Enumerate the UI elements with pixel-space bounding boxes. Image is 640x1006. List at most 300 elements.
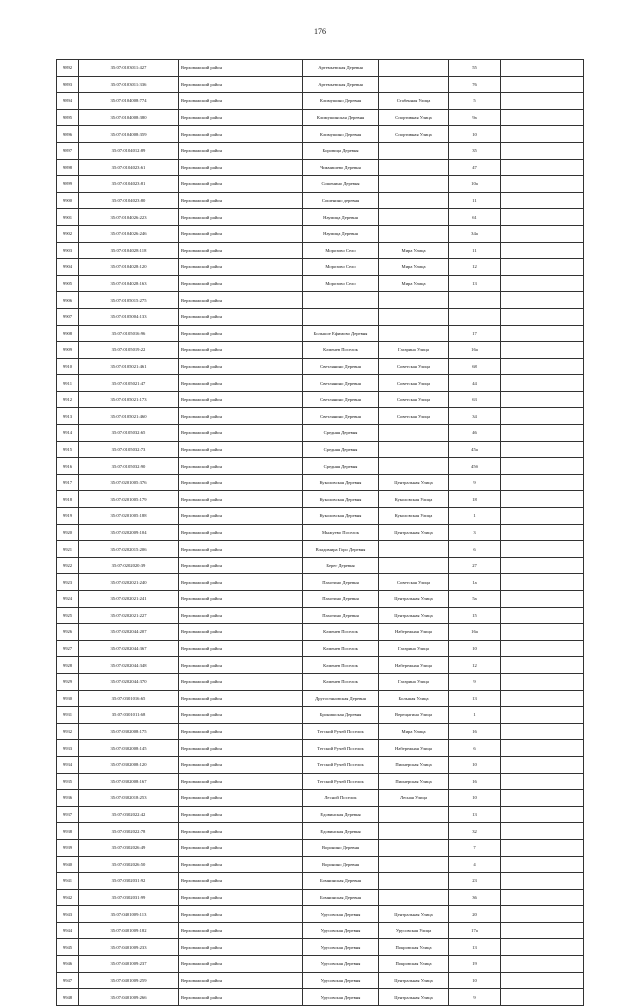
- district-cell: Верховажский район: [179, 159, 303, 176]
- table-row: [57, 259, 584, 276]
- table-row: [57, 142, 584, 159]
- row-number-cell: 9907: [57, 308, 79, 325]
- row-number-cell: 9918: [57, 491, 79, 508]
- street-cell: Центральная Улица: [379, 524, 449, 541]
- row-number-cell: 9930: [57, 690, 79, 707]
- table-row: [57, 790, 584, 807]
- district-cell: Верховажский район: [179, 76, 303, 93]
- district-cell: Верховажский район: [179, 690, 303, 707]
- table-row: [57, 939, 584, 956]
- blank-cell: [501, 242, 584, 259]
- street-cell: Советская Улица: [379, 358, 449, 375]
- district-cell: Верховажский район: [179, 723, 303, 740]
- street-cell: Советская Улица: [379, 574, 449, 591]
- cadastral-number-cell: 35:07:0104026:246: [79, 225, 179, 242]
- house-number-cell: 11: [449, 192, 501, 209]
- street-cell: Центральная Улица: [379, 474, 449, 491]
- row-number-cell: 9914: [57, 425, 79, 442]
- street-cell: Центральная Улица: [379, 607, 449, 624]
- district-cell: Верховажский район: [179, 325, 303, 342]
- row-number-cell: 9926: [57, 624, 79, 641]
- blank-cell: [501, 109, 584, 126]
- table-row: [57, 209, 584, 226]
- cadastral-number-cell: 35:07:0302026:49: [79, 839, 179, 856]
- table-row: [57, 491, 584, 508]
- house-number-cell: 20: [449, 906, 501, 923]
- house-number-cell: 10а: [449, 176, 501, 193]
- locality-cell: Большое Ефимово Деревня: [303, 325, 379, 342]
- house-number-cell: 34: [449, 408, 501, 425]
- district-cell: Верховажский район: [179, 342, 303, 359]
- house-number-cell: 27: [449, 557, 501, 574]
- table-row: [57, 126, 584, 143]
- table-row: [57, 176, 584, 193]
- table-row: [57, 408, 584, 425]
- row-number-cell: 9905: [57, 275, 79, 292]
- table-row: [57, 989, 584, 1006]
- blank-cell: [501, 591, 584, 608]
- locality-cell: Клменев Поселок: [303, 657, 379, 674]
- cadastral-number-cell: 35:07:0302031:92: [79, 873, 179, 890]
- cadastral-number-cell: 35:07:0201005:188: [79, 508, 179, 525]
- locality-cell: Светлянино Деревня: [303, 375, 379, 392]
- cadastral-number-cell: 35:07:0202009:104: [79, 524, 179, 541]
- cadastral-number-cell: 35:07:0302022:42: [79, 806, 179, 823]
- table-row: [57, 607, 584, 624]
- table-row: [57, 906, 584, 923]
- blank-cell: [501, 126, 584, 143]
- district-cell: Верховажский район: [179, 358, 303, 375]
- house-number-cell: 15: [449, 607, 501, 624]
- street-cell: Верещагина Улица: [379, 707, 449, 724]
- house-number-cell: [449, 292, 501, 309]
- house-number-cell: 5: [449, 93, 501, 110]
- district-cell: Верховажский район: [179, 292, 303, 309]
- locality-cell: [303, 308, 379, 325]
- street-cell: Советская Улица: [379, 408, 449, 425]
- row-number-cell: 9906: [57, 292, 79, 309]
- locality-cell: Артемьевская Деревня: [303, 76, 379, 93]
- blank-cell: [501, 922, 584, 939]
- cadastral-number-cell: 35:07:0202044:370: [79, 673, 179, 690]
- locality-cell: Наумица Деревня: [303, 225, 379, 242]
- blank-cell: [501, 823, 584, 840]
- cadastral-number-cell: 35:07:0202044:367: [79, 640, 179, 657]
- table-row: [57, 441, 584, 458]
- row-number-cell: 9948: [57, 989, 79, 1006]
- table-row: [57, 474, 584, 491]
- table-row: [57, 93, 584, 110]
- cadastral-number-cell: 35:07:0302008:120: [79, 756, 179, 773]
- cadastral-number-cell: 35:07:0105015:275: [79, 292, 179, 309]
- district-cell: Верховажский район: [179, 707, 303, 724]
- street-cell: [379, 458, 449, 475]
- locality-cell: Светлянино Деревня: [303, 408, 379, 425]
- district-cell: Верховажский район: [179, 474, 303, 491]
- street-cell: [379, 557, 449, 574]
- locality-cell: Тегский Ручей Поселок: [303, 740, 379, 757]
- cadastral-number-cell: 35:07:0302022:78: [79, 823, 179, 840]
- house-number-cell: 9: [449, 989, 501, 1006]
- district-cell: Верховажский район: [179, 275, 303, 292]
- cadastral-number-cell: 35:07:0105032:65: [79, 425, 179, 442]
- blank-cell: [501, 873, 584, 890]
- district-cell: Верховажский район: [179, 574, 303, 591]
- row-number-cell: 9917: [57, 474, 79, 491]
- cadastral-number-cell: 35:07:0104012:89: [79, 142, 179, 159]
- blank-cell: [501, 292, 584, 309]
- street-cell: [379, 856, 449, 873]
- row-number-cell: 9895: [57, 109, 79, 126]
- street-cell: Спортивная Улица: [379, 126, 449, 143]
- house-number-cell: 10: [449, 756, 501, 773]
- street-cell: [379, 823, 449, 840]
- street-cell: [379, 806, 449, 823]
- street-cell: [379, 142, 449, 159]
- row-number-cell: 9903: [57, 242, 79, 259]
- row-number-cell: 9943: [57, 906, 79, 923]
- street-cell: Набережная Улица: [379, 624, 449, 641]
- cadastral-number-cell: 35:07:0104008:774: [79, 93, 179, 110]
- district-cell: Верховажский район: [179, 441, 303, 458]
- street-cell: Мира Улица: [379, 275, 449, 292]
- cadastral-number-cell: 35:07:0105021:460: [79, 408, 179, 425]
- page-number: 176: [314, 27, 326, 36]
- district-cell: Верховажский район: [179, 989, 303, 1006]
- street-cell: [379, 176, 449, 193]
- district-cell: Верховажский район: [179, 242, 303, 259]
- house-number-cell: 46: [449, 425, 501, 442]
- locality-cell: Пахотино Деревня: [303, 591, 379, 608]
- district-cell: Верховажский район: [179, 956, 303, 973]
- row-number-cell: 9897: [57, 142, 79, 159]
- row-number-cell: 9944: [57, 922, 79, 939]
- blank-cell: [501, 408, 584, 425]
- house-number-cell: 6: [449, 541, 501, 558]
- house-number-cell: 6: [449, 740, 501, 757]
- house-number-cell: 44: [449, 375, 501, 392]
- cadastral-number-cell: 35:07:0202020:39: [79, 557, 179, 574]
- locality-cell: Воронино Деревня: [303, 856, 379, 873]
- table-row: [57, 524, 584, 541]
- cadastral-number-cell: 35:07:0202021:240: [79, 574, 179, 591]
- table-row: [57, 391, 584, 408]
- cadastral-number-cell: 35:07:0104023:61: [79, 159, 179, 176]
- cadastral-number-cell: 35:07:0401009:266: [79, 989, 179, 1006]
- locality-cell: Сошенино деревня: [303, 192, 379, 209]
- row-number-cell: 9908: [57, 325, 79, 342]
- street-cell: Гагарина Улица: [379, 640, 449, 657]
- cadastral-number-cell: 35:07:0104008:380: [79, 109, 179, 126]
- row-number-cell: 9927: [57, 640, 79, 657]
- locality-cell: Тегский Ручей Поселок: [303, 723, 379, 740]
- locality-cell: Урусовская Деревня: [303, 906, 379, 923]
- row-number-cell: 9939: [57, 839, 79, 856]
- house-number-cell: [449, 308, 501, 325]
- street-cell: Советская Улица: [379, 391, 449, 408]
- table-row: [57, 640, 584, 657]
- table-row: [57, 292, 584, 309]
- blank-cell: [501, 491, 584, 508]
- table-row: [57, 425, 584, 442]
- row-number-cell: 9942: [57, 889, 79, 906]
- row-number-cell: 9893: [57, 76, 79, 93]
- table-row: [57, 773, 584, 790]
- district-cell: Верховажский район: [179, 541, 303, 558]
- blank-cell: [501, 159, 584, 176]
- house-number-cell: 19: [449, 956, 501, 973]
- table-row: [57, 358, 584, 375]
- district-cell: Верховажский район: [179, 458, 303, 475]
- house-number-cell: 17а: [449, 922, 501, 939]
- blank-cell: [501, 308, 584, 325]
- table-row: [57, 192, 584, 209]
- house-number-cell: 1а: [449, 574, 501, 591]
- house-number-cell: 47: [449, 159, 501, 176]
- cadastral-number-cell: 35:07:0202021:241: [79, 591, 179, 608]
- cadastral-number-cell: 35:07:0104008:359: [79, 126, 179, 143]
- blank-cell: [501, 176, 584, 193]
- house-number-cell: 1: [449, 707, 501, 724]
- table-row: [57, 839, 584, 856]
- locality-cell: Куколовская Деревня: [303, 474, 379, 491]
- street-cell: [379, 541, 449, 558]
- locality-cell: Климушино Деревня: [303, 93, 379, 110]
- row-number-cell: 9901: [57, 209, 79, 226]
- street-cell: [379, 292, 449, 309]
- locality-cell: Средняя Деревня: [303, 458, 379, 475]
- house-number-cell: 7: [449, 839, 501, 856]
- table-row: [57, 806, 584, 823]
- street-cell: [379, 873, 449, 890]
- street-cell: [379, 308, 449, 325]
- district-cell: Верховажский район: [179, 939, 303, 956]
- locality-cell: Средняя Деревня: [303, 425, 379, 442]
- blank-cell: [501, 756, 584, 773]
- house-number-cell: 13: [449, 690, 501, 707]
- locality-cell: Берег Деревня: [303, 557, 379, 574]
- cadastral-number-cell: 35:07:0104028:118: [79, 242, 179, 259]
- street-cell: Урусовская Улица: [379, 922, 449, 939]
- locality-cell: Куколовская Деревня: [303, 508, 379, 525]
- row-number-cell: 9931: [57, 707, 79, 724]
- table-row: [57, 624, 584, 641]
- table-row: [57, 325, 584, 342]
- district-cell: Верховажский район: [179, 60, 303, 77]
- house-number-cell: 63: [449, 391, 501, 408]
- blank-cell: [501, 458, 584, 475]
- cadastral-number-cell: 35:07:0401009:113: [79, 906, 179, 923]
- locality-cell: Лесной Поселок: [303, 790, 379, 807]
- district-cell: Верховажский район: [179, 873, 303, 890]
- table-row: [57, 109, 584, 126]
- district-cell: Верховажский район: [179, 524, 303, 541]
- blank-cell: [501, 375, 584, 392]
- blank-cell: [501, 60, 584, 77]
- locality-cell: Владимира Горо Деревня: [303, 541, 379, 558]
- row-number-cell: 9920: [57, 524, 79, 541]
- cadastral-number-cell: 35:07:0302008:175: [79, 723, 179, 740]
- register-table-body: [57, 60, 584, 1006]
- cadastral-number-cell: 35:07:0401009:233: [79, 939, 179, 956]
- cadastral-number-cell: 35:07:0103011:336: [79, 76, 179, 93]
- cadastral-number-cell: 35:07:0105004:133: [79, 308, 179, 325]
- blank-cell: [501, 259, 584, 276]
- table-row: [57, 823, 584, 840]
- table-row: [57, 873, 584, 890]
- row-number-cell: 9899: [57, 176, 79, 193]
- house-number-cell: 13: [449, 806, 501, 823]
- row-number-cell: 9909: [57, 342, 79, 359]
- district-cell: Верховажский район: [179, 225, 303, 242]
- house-number-cell: 12: [449, 657, 501, 674]
- blank-cell: [501, 624, 584, 641]
- district-cell: Верховажский район: [179, 508, 303, 525]
- street-cell: Покровская Улица: [379, 939, 449, 956]
- street-cell: [379, 425, 449, 442]
- house-number-cell: 10: [449, 972, 501, 989]
- cadastral-number-cell: 35:07:0201005:179: [79, 491, 179, 508]
- locality-cell: Боровица Деревня: [303, 142, 379, 159]
- table-row: [57, 557, 584, 574]
- house-number-cell: 4: [449, 856, 501, 873]
- house-number-cell: 34а: [449, 225, 501, 242]
- row-number-cell: 9896: [57, 126, 79, 143]
- table-row: [57, 723, 584, 740]
- table-row: [57, 591, 584, 608]
- district-cell: Верховажский район: [179, 308, 303, 325]
- blank-cell: [501, 972, 584, 989]
- street-cell: Мира Улица: [379, 259, 449, 276]
- row-number-cell: 9898: [57, 159, 79, 176]
- table-row: [57, 60, 584, 77]
- street-cell: Стабенная Улица: [379, 93, 449, 110]
- locality-cell: Светлянино Деревня: [303, 358, 379, 375]
- district-cell: Верховажский район: [179, 922, 303, 939]
- district-cell: Верховажский район: [179, 176, 303, 193]
- house-number-cell: 16а: [449, 624, 501, 641]
- blank-cell: [501, 856, 584, 873]
- row-number-cell: 9904: [57, 259, 79, 276]
- house-number-cell: 16: [449, 773, 501, 790]
- blank-cell: [501, 839, 584, 856]
- blank-cell: [501, 342, 584, 359]
- street-cell: Центральная Улица: [379, 591, 449, 608]
- district-cell: Верховажский район: [179, 640, 303, 657]
- locality-cell: Морозово Село: [303, 242, 379, 259]
- locality-cell: Клменев Поселок: [303, 342, 379, 359]
- row-number-cell: 9894: [57, 93, 79, 110]
- locality-cell: Урусовская Деревня: [303, 956, 379, 973]
- cadastral-number-cell: 35:07:0105032:73: [79, 441, 179, 458]
- locality-cell: [303, 292, 379, 309]
- cadastral-number-cell: 35:07:0105032:90: [79, 458, 179, 475]
- district-cell: Верховажский район: [179, 93, 303, 110]
- row-number-cell: 9923: [57, 574, 79, 591]
- row-number-cell: 9933: [57, 740, 79, 757]
- locality-cell: Бронишская Деревня: [303, 707, 379, 724]
- locality-cell: Клменев Поселок: [303, 624, 379, 641]
- blank-cell: [501, 673, 584, 690]
- blank-cell: [501, 640, 584, 657]
- blank-cell: [501, 275, 584, 292]
- district-cell: Верховажский район: [179, 126, 303, 143]
- locality-cell: Едовинская Деревня: [303, 806, 379, 823]
- street-cell: [379, 325, 449, 342]
- locality-cell: Наумица Деревня: [303, 209, 379, 226]
- house-number-cell: 35: [449, 142, 501, 159]
- blank-cell: [501, 607, 584, 624]
- row-number-cell: 9935: [57, 773, 79, 790]
- table-row: [57, 159, 584, 176]
- table-row: [57, 225, 584, 242]
- row-number-cell: 9919: [57, 508, 79, 525]
- row-number-cell: 9910: [57, 358, 79, 375]
- street-cell: [379, 76, 449, 93]
- table-row: [57, 541, 584, 558]
- house-number-cell: 10: [449, 640, 501, 657]
- table-row: [57, 275, 584, 292]
- locality-cell: Светлянино Деревня: [303, 391, 379, 408]
- house-number-cell: 68: [449, 358, 501, 375]
- cadastral-number-cell: 35:07:0104026:223: [79, 209, 179, 226]
- district-cell: Верховажский район: [179, 375, 303, 392]
- street-cell: Куколовская Улица: [379, 508, 449, 525]
- blank-cell: [501, 425, 584, 442]
- house-number-cell: 9а: [449, 109, 501, 126]
- table-row: [57, 375, 584, 392]
- street-cell: [379, 209, 449, 226]
- row-number-cell: 9938: [57, 823, 79, 840]
- house-number-cell: 12: [449, 259, 501, 276]
- district-cell: Верховажский район: [179, 740, 303, 757]
- street-cell: [379, 889, 449, 906]
- row-number-cell: 9911: [57, 375, 79, 392]
- street-cell: Мира Улица: [379, 242, 449, 259]
- district-cell: Верховажский район: [179, 624, 303, 641]
- table-row: [57, 76, 584, 93]
- cadastral-number-cell: 35:07:0302018:253: [79, 790, 179, 807]
- row-number-cell: 9922: [57, 557, 79, 574]
- locality-cell: Урусовская Деревня: [303, 939, 379, 956]
- district-cell: Верховажский район: [179, 673, 303, 690]
- table-row: [57, 308, 584, 325]
- row-number-cell: 9900: [57, 192, 79, 209]
- locality-cell: Пахотино Деревня: [303, 607, 379, 624]
- locality-cell: Климушино Деревня: [303, 126, 379, 143]
- street-cell: Покровская Улица: [379, 956, 449, 973]
- house-number-cell: 18: [449, 491, 501, 508]
- district-cell: Верховажский район: [179, 889, 303, 906]
- register-table: [56, 59, 584, 1006]
- cadastral-number-cell: 35:07:0302008:167: [79, 773, 179, 790]
- district-cell: Верховажский район: [179, 142, 303, 159]
- street-cell: Гагарина Улица: [379, 342, 449, 359]
- table-row: [57, 508, 584, 525]
- row-number-cell: 9936: [57, 790, 79, 807]
- row-number-cell: 9915: [57, 441, 79, 458]
- street-cell: [379, 159, 449, 176]
- locality-cell: Едовинская Деревня: [303, 823, 379, 840]
- cadastral-number-cell: 35:07:0401009:237: [79, 956, 179, 973]
- cadastral-number-cell: 35:07:0301016:65: [79, 690, 179, 707]
- row-number-cell: 9912: [57, 391, 79, 408]
- table-row: [57, 956, 584, 973]
- locality-cell: Урусовская Деревня: [303, 972, 379, 989]
- street-cell: [379, 839, 449, 856]
- row-number-cell: 9947: [57, 972, 79, 989]
- house-number-cell: 76: [449, 76, 501, 93]
